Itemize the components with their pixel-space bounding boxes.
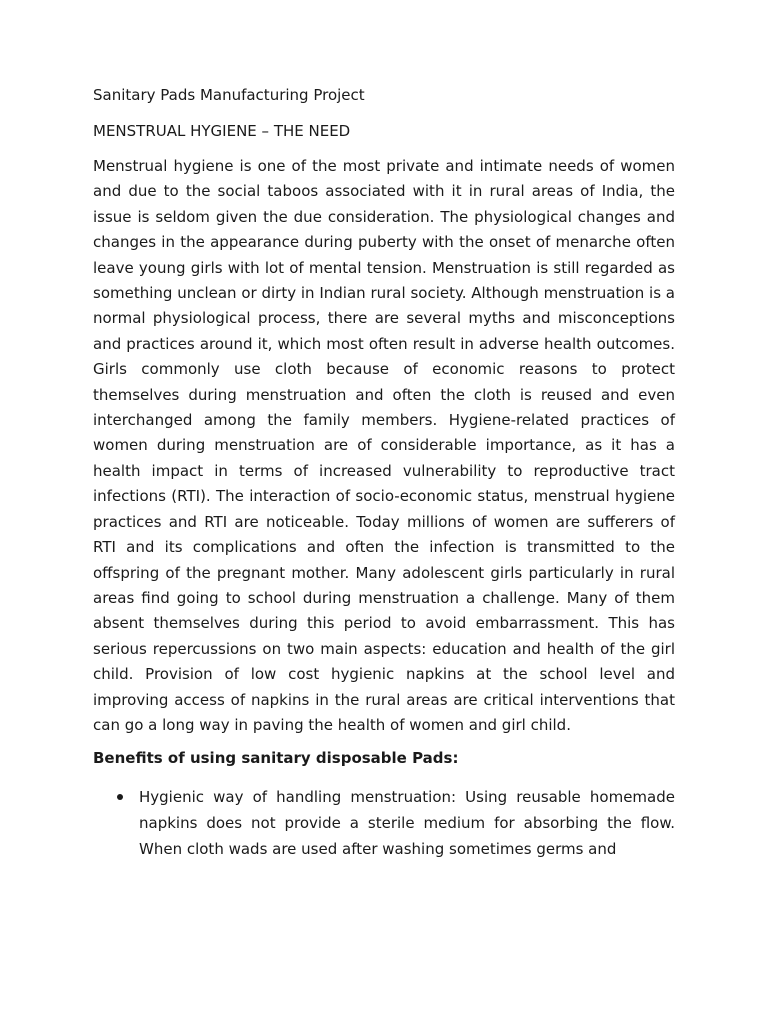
list-item <box>93 784 675 862</box>
benefits-list <box>93 784 675 862</box>
bullet-icon <box>117 794 123 800</box>
document-page <box>93 84 675 862</box>
list-item-text: Hygienic way of handling menstruation: Using reusable homemade napkins does not provide a sterile medium for absorbing the flow. When cloth wads are used after washing sometimes germs and <box>139 788 675 859</box>
section-heading: MENSTRUAL HYGIENE – THE NEED <box>93 122 351 140</box>
body-paragraph: Menstrual hygiene is one of the most private and intimate needs of women and due to the social taboos associated with it in rural areas of India, the issue is seldom given the due consideration. The physiological changes and changes in the appearance during puberty with the onset of menarche often leave young girls with lot of mental tension. Menstruation is still regarded as something unclean or dirty in Indian rural society. Although menstruation is a normal physiological process, there are several myths and misconceptions and practices around it, which most often result in adverse health outcomes. Girls commonly use cloth because of economic reasons to protect themselves during menstruation and often the cloth is reused and even interchanged among the family members. Hygiene-related practices of women during menstruation are of considerable importance, as it has a health impact in terms of increased vulnerability to reproductive tract infections (RTI). The interaction of socio-economic status, menstrual hygiene practices and RTI are noticeable. Today millions of women are sufferers of RTI and its complications and often the infection is transmitted to the offspring of the pregnant mother. Many adolescent girls particularly in rural areas find going to school during menstruation a challenge. Many of them absent themselves during this period to avoid embarrassment. This has serious repercussions on two main aspects: education and health of the girl child. Provision of low cost hygienic napkins at the school level and improving access of napkins in the rural areas are critical interventions that can go a long way in paving the health of women and girl child. <box>93 157 675 734</box>
document-title: Sanitary Pads Manufacturing Project <box>93 86 365 104</box>
benefits-heading: Benefits of using sanitary disposable Pads: <box>93 749 459 768</box>
